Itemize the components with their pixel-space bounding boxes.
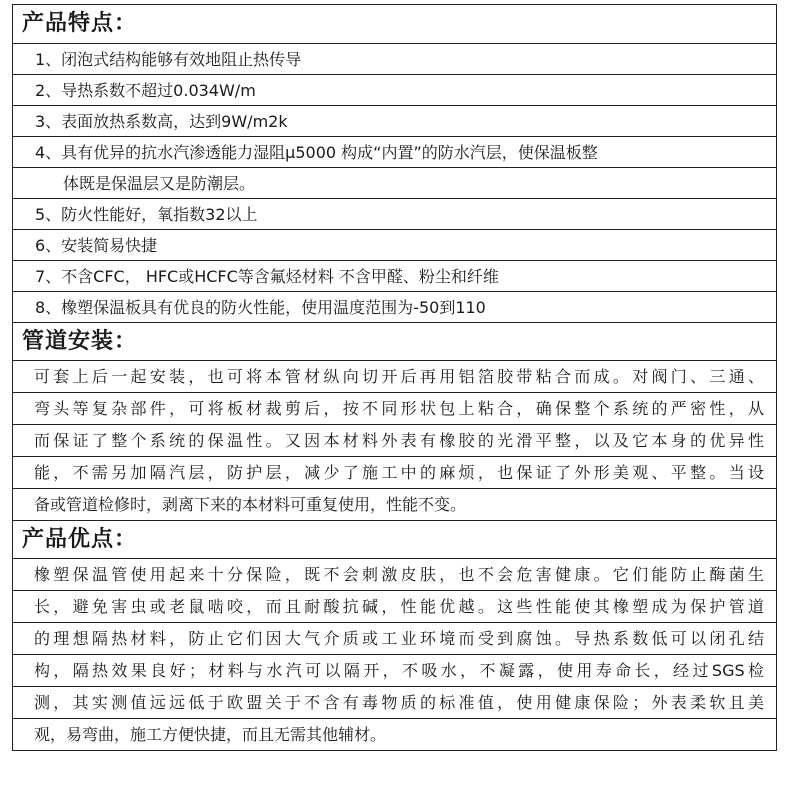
feature-item-4: 4、具有优异的抗水汽渗透能力湿阻μ5000 构成“内置”的防水汽层，使保温板整 [13,136,776,167]
advantages-heading: 产品优点： [13,520,776,558]
feature-item-6: 6、安装简易快捷 [13,229,776,260]
installation-heading: 管道安装： [13,322,776,360]
feature-item-4-continued: 体既是保温层又是防潮层。 [13,167,776,198]
advantages-line: 构，隔热效果良好；材料与水汽可以隔开，不吸水，不凝露，使用寿命长，经过SGS检 [13,654,776,686]
product-spec-table [12,4,777,751]
feature-item-7: 7、不含CFC， HFC或HCFC等含氟烃材料 不含甲醛、粉尘和纤维 [13,260,776,291]
feature-item-3: 3、表面放热系数高，达到9W/m2k [13,105,776,136]
advantages-line: 橡塑保温管使用起来十分保险，既不会刺激皮肤，也不会危害健康。它们能防止酶菌生 [34,565,764,584]
advantages-line: 观，易弯曲，施工方便快捷，而且无需其他辅材。 [13,718,776,750]
feature-item-5: 5、防火性能好，氧指数32以上 [13,198,776,229]
installation-line: 能，不需另加隔汽层，防护层，减少了施工中的麻烦，也保证了外形美观、平整。当设 [13,456,776,488]
advantages-line: 长，避免害虫或老鼠啮咬，而且耐酸抗碱，性能优越。这些性能使其橡塑成为保护管道 [13,590,776,622]
feature-item-8: 8、橡塑保温板具有优良的防火性能，使用温度范围为-50到110 [13,291,776,322]
advantages-paragraph [13,558,776,750]
installation-paragraph [13,360,776,520]
installation-line: 备或管道检修时，剥离下来的本材料可重复使用，性能不变。 [13,488,776,520]
installation-line: 而保证了整个系统的保温性。又因本材料外表有橡胶的光滑平整，以及它本身的优异性 [13,424,776,456]
feature-item-1: 1、闭泡式结构能够有效地阻止热传导 [13,43,776,74]
features-heading: 产品特点： [22,11,138,36]
installation-line: 可套上后一起安装，也可将本管材纵向切开后再用铝箔胶带粘合而成。对阀门、三通、 [34,367,764,386]
advantages-line: 测，其实测值远远低于欧盟关于不含有毒物质的标准值，使用健康保险；外表柔软且美 [13,686,776,718]
installation-line: 弯头等复杂部件，可将板材裁剪后，按不同形状包上粘合，确保整个系统的严密性，从 [13,392,776,424]
feature-item-2: 2、导热系数不超过0.034W/m [13,74,776,105]
advantages-line: 的理想隔热材料，防止它们因大气介质或工业环境而受到腐蚀。导热系数低可以闭孔结 [13,622,776,654]
